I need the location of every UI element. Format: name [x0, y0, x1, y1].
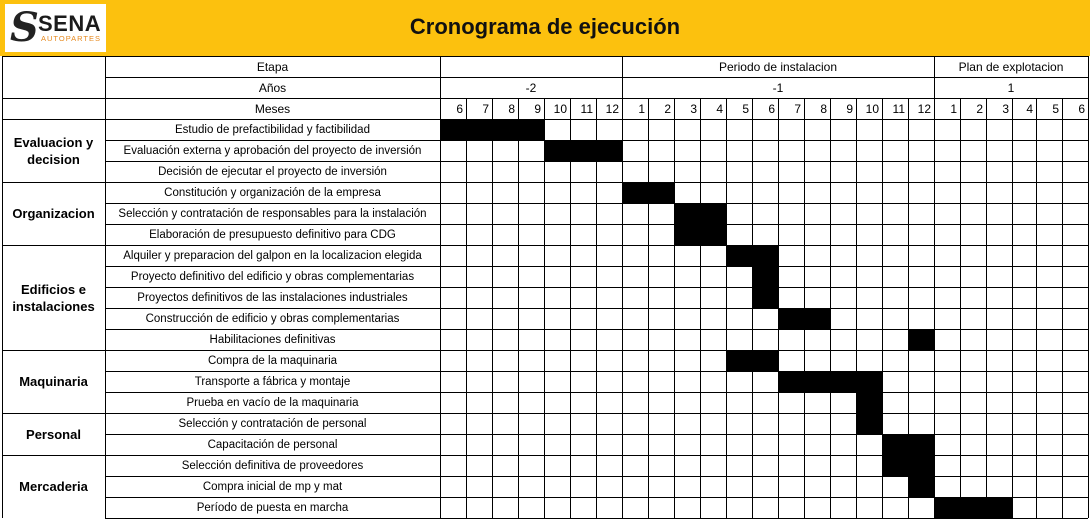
month-header: 2: [976, 101, 983, 116]
period-header: Plan de explotacion: [958, 59, 1064, 74]
grid-line: [1036, 98, 1037, 518]
month-header: 9: [846, 101, 853, 116]
month-header: 7: [794, 101, 801, 116]
grid-line: [2, 98, 1088, 99]
stage-label: Mercaderia: [19, 479, 88, 494]
task-label: Selección definitiva de proveedores: [181, 459, 364, 472]
month-header: 6: [768, 101, 775, 116]
task-label: Prueba en vacío de la maquinaria: [186, 396, 359, 409]
month-header: 12: [605, 101, 619, 116]
task-label: Compra de la maquinaria: [207, 354, 338, 367]
grid-line: [466, 98, 467, 518]
task-label: Construcción de edificio y obras complementarias: [145, 312, 400, 325]
grid-line: [2, 182, 1088, 183]
task-label: Selección y contratación de responsables para la instalación: [118, 207, 427, 220]
period-header: [440, 56, 622, 77]
grid-line: [700, 98, 701, 518]
stage-label: Edificios e instalaciones: [12, 281, 95, 314]
year-header: -1: [772, 80, 784, 95]
task-label: Constitución y organización de la empresa: [164, 186, 381, 199]
grid-line: [804, 98, 805, 518]
brand-name: SENA: [38, 11, 102, 36]
month-header: 11: [892, 101, 905, 116]
grid-line: [726, 98, 727, 518]
grid-line: [2, 119, 1088, 120]
month-header: 6: [456, 101, 463, 116]
page-title: Cronograma de ejecución: [409, 14, 681, 39]
grid-line: [105, 518, 1088, 519]
stage-label: Maquinaria: [19, 374, 88, 389]
grid-line: [856, 98, 857, 518]
grid-line: [752, 98, 753, 518]
grid-line: [882, 98, 883, 518]
month-header: 5: [742, 101, 749, 116]
anios-header: Años: [258, 80, 287, 95]
grid-line: [986, 98, 987, 518]
task-label: Habilitaciones definitivas: [209, 333, 336, 346]
task-label: Capacitación de personal: [207, 438, 338, 451]
schedule-bar: [544, 140, 622, 162]
month-header: 2: [664, 101, 671, 116]
grid-line: [570, 98, 571, 518]
grid-line: [518, 98, 519, 518]
schedule-bar: [934, 497, 1012, 519]
schedule-bar: [856, 413, 882, 435]
task-label: Proyectos definitivos de las instalaciones industriales: [137, 291, 408, 304]
task-label: Alquiler y preparacion del galpon en la localizacion elegida: [123, 249, 422, 262]
grid-line: [1062, 98, 1063, 518]
grid-line: [778, 98, 779, 518]
month-header: 11: [580, 101, 593, 116]
grid-line: [2, 56, 3, 518]
period-header: Periodo de instalacion: [718, 59, 838, 74]
sena-logo-icon: S: [10, 4, 39, 51]
task-label: Decisión de ejecutar el proyecto de inversión: [158, 165, 387, 178]
task-label: Evaluación externa y aprobación del proyecto de inversión: [123, 144, 422, 157]
month-header: 7: [482, 101, 489, 116]
grid-line: [105, 56, 106, 518]
month-header: 9: [534, 101, 541, 116]
month-header: 4: [716, 101, 723, 116]
year-header: 1: [1007, 80, 1015, 95]
schedule-bar: [752, 266, 778, 288]
task-label: Transporte a fábrica y montaje: [194, 375, 351, 388]
etapa-header: Etapa: [256, 59, 289, 74]
grid-line: [2, 455, 1088, 456]
task-label: Compra inicial de mp y mat: [202, 480, 343, 493]
grid-line: [544, 98, 545, 518]
grid-line: [1088, 56, 1089, 518]
grid-line: [2, 350, 1088, 351]
month-header: 8: [820, 101, 827, 116]
grid-line: [934, 98, 935, 518]
month-header: 8: [508, 101, 515, 116]
task-label: Estudio de prefactibilidad y factibilidad: [175, 123, 370, 136]
month-header: 4: [1026, 101, 1033, 116]
grid-line: [492, 98, 493, 518]
grid-line: [960, 98, 961, 518]
brand-subtitle: AUTOPARTES: [41, 34, 102, 43]
schedule-bar: [856, 392, 882, 414]
schedule-bar: [908, 476, 934, 498]
grid-line: [674, 98, 675, 518]
month-header: 3: [1002, 101, 1009, 116]
grid-line: [622, 98, 623, 518]
grid-line: [648, 98, 649, 518]
grid-line: [2, 56, 1088, 57]
stage-label: Evaluacion y decision: [13, 134, 94, 167]
month-header: 12: [917, 101, 931, 116]
task-label: Período de puesta en marcha: [196, 501, 349, 514]
grid-line: [596, 98, 597, 518]
task-label: Proyecto definitivo del edificio y obras complementarias: [130, 270, 415, 283]
month-header: 1: [638, 101, 645, 116]
task-label: Elaboración de presupuesto definitivo para CDG: [149, 228, 396, 241]
month-header: 10: [865, 101, 879, 116]
stage-label: Organizacion: [12, 206, 95, 221]
schedule-bar: [908, 329, 934, 351]
month-header: 5: [1052, 101, 1059, 116]
meses-header: Meses: [254, 101, 291, 116]
schedule-bar: [752, 287, 778, 309]
task-label: Selección y contratación de personal: [178, 417, 367, 430]
grid-line: [440, 56, 441, 518]
grid-line: [105, 77, 1088, 78]
grid-line: [908, 98, 909, 518]
month-header: 6: [1078, 101, 1085, 116]
grid-line: [830, 98, 831, 518]
month-header: 3: [690, 101, 697, 116]
grid-line: [2, 413, 1088, 414]
month-header: 1: [950, 101, 957, 116]
month-header: 10: [553, 101, 567, 116]
grid-line: [1012, 98, 1013, 518]
stage-label: Personal: [26, 426, 81, 442]
year-header: -2: [525, 80, 537, 95]
grid-line: [2, 245, 1088, 246]
